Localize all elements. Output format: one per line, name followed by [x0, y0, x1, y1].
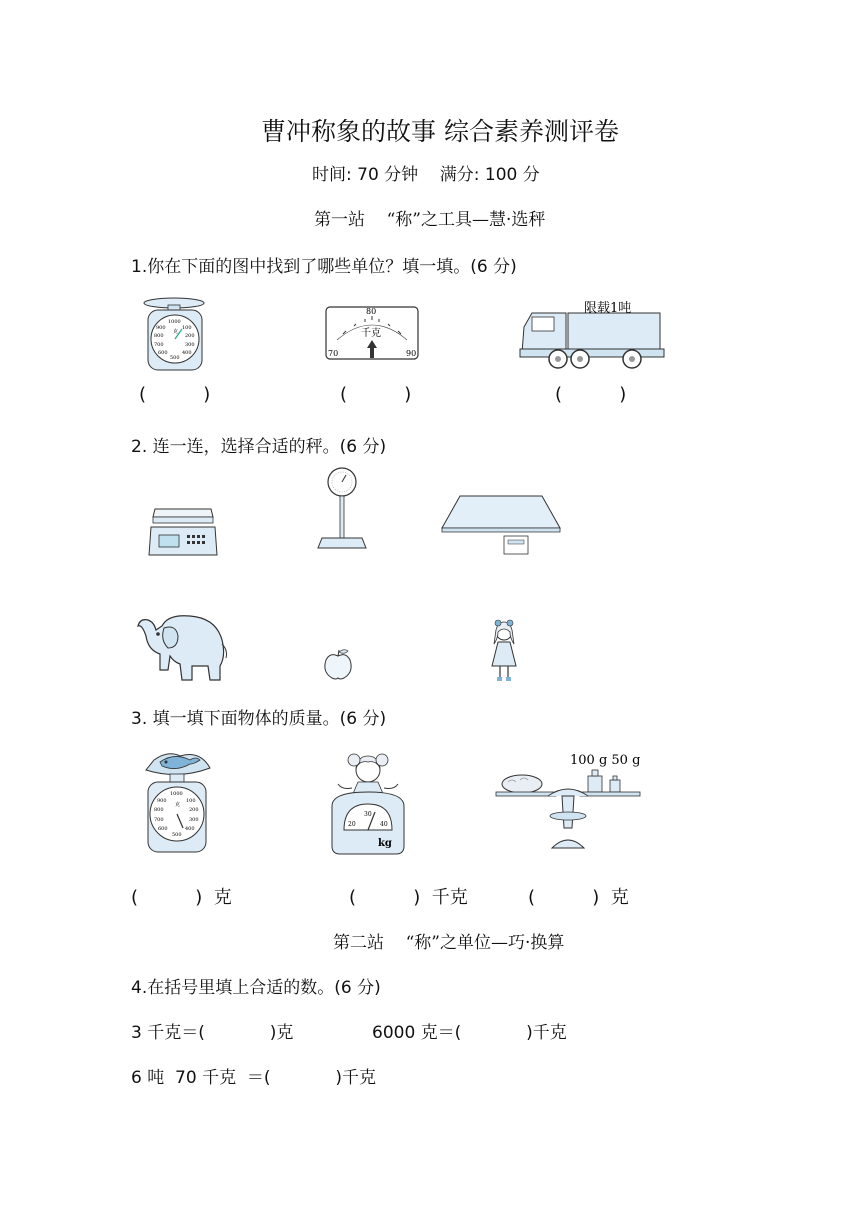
q4-item-2[interactable]: 6000 克＝( )千克: [372, 1023, 567, 1043]
tick: 200: [189, 807, 199, 813]
truck-image: [518, 297, 666, 373]
electronic-scale-image: [147, 505, 219, 559]
apple-image: [322, 648, 354, 682]
tick: 90: [406, 349, 417, 358]
page-title: 曹冲称象的故事 综合素养测评卷: [261, 117, 619, 146]
q4-prompt: 4.在括号里填上合适的数。(6 分): [131, 978, 381, 998]
truck-scale-image: [440, 492, 562, 560]
tick: 100: [186, 798, 196, 804]
tick: 100: [182, 325, 192, 331]
section1-title: 第一站 “称”之工具—慧·选秤: [314, 210, 546, 230]
tick: 700: [154, 817, 164, 823]
balance-scale-image: [492, 748, 644, 856]
kitchen-scale-image: [140, 295, 212, 373]
tick: 300: [185, 342, 195, 348]
fish-scale-image: [140, 748, 214, 856]
tick: 400: [185, 826, 195, 832]
tick: 40: [380, 821, 388, 828]
tick: 600: [158, 826, 168, 832]
q3-answer-fish[interactable]: ( ) 克: [131, 887, 232, 908]
tick: 20: [348, 821, 356, 828]
gauge-image: [323, 304, 421, 362]
gauge-unit: 千克: [361, 328, 381, 339]
tick: 400: [182, 350, 192, 356]
scale-unit: 克: [173, 329, 179, 335]
q3-answer-girl[interactable]: ( ) 千克: [349, 887, 468, 908]
tick: 500: [172, 832, 182, 838]
truck-load-sign: 限载1吨: [584, 301, 632, 316]
girl-image: [488, 618, 520, 684]
tick: 300: [189, 817, 199, 823]
tick: 600: [158, 350, 168, 356]
q3-prompt: 3. 填一填下面物体的质量。(6 分): [131, 709, 387, 729]
tick: 500: [170, 355, 180, 361]
bathroom-scale-image: [328, 748, 408, 856]
tick: 70: [328, 349, 339, 358]
fish-scale-unit: 克: [175, 802, 181, 808]
section2-title: 第二站 “称”之单位—巧·换算: [333, 933, 565, 953]
platform-scale-image: [314, 466, 370, 554]
tick: 30: [364, 811, 372, 818]
q4-item-3[interactable]: 6 吨 70 千克 ＝( )千克: [131, 1068, 376, 1088]
tick: 80: [366, 307, 377, 316]
tick: 900: [156, 325, 166, 331]
tick: 800: [154, 333, 164, 339]
tick: 200: [185, 333, 195, 339]
q1-blank-2[interactable]: ( ): [340, 384, 412, 405]
q4-item-1[interactable]: 3 千克＝( )克: [131, 1023, 294, 1043]
tick: 700: [154, 342, 164, 348]
q3-answer-bread[interactable]: ( ) 克: [528, 887, 629, 908]
q1-blank-1[interactable]: ( ): [139, 384, 211, 405]
bath-scale-unit: kg: [378, 838, 392, 849]
q1-prompt: 1.你在下面的图中找到了哪些单位？填一填。(6 分): [131, 257, 517, 277]
tick: 900: [157, 798, 167, 804]
tick: 1000: [168, 319, 181, 325]
tick: 800: [154, 807, 164, 813]
elephant-image: [134, 610, 230, 684]
exam-meta: 时间: 70 分钟 满分: 100 分: [312, 165, 540, 185]
q2-prompt: 2. 连一连，选择合适的秤。(6 分): [131, 437, 387, 457]
q1-blank-3[interactable]: ( ): [555, 384, 627, 405]
weights-label: 100 g 50 g: [570, 753, 641, 768]
tick: 1000: [170, 791, 183, 797]
